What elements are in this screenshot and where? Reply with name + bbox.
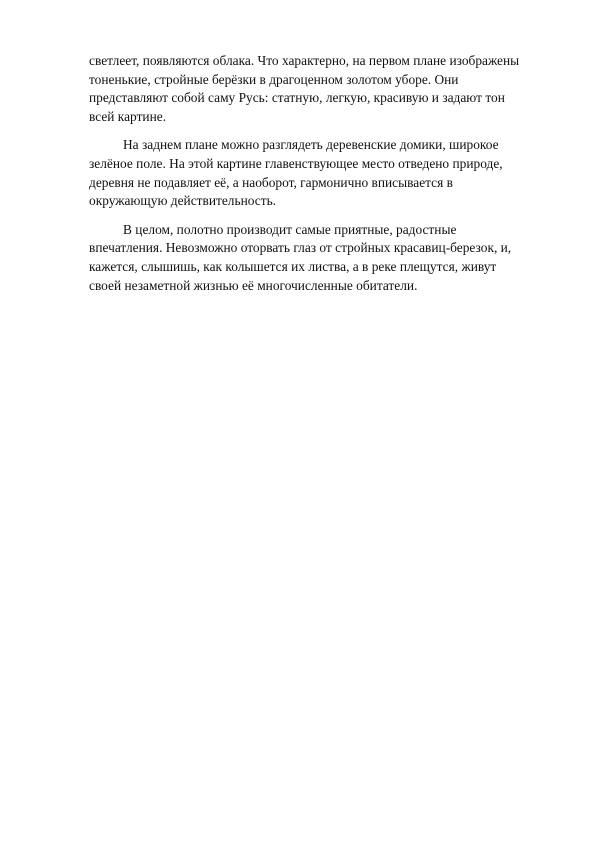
text-line: зелёное поле. На этой картине главенствующее место отведено природе, [89,155,503,171]
text-line: своей незаметной жизнью её многочисленные обитатели. [89,277,418,293]
text-line: представляют собой саму Русь: статную, легкую, красивую и задают тон [89,90,505,106]
text-line: деревня не подавляет её, а наоборот, гармонично вписывается в [89,174,453,190]
text-line: На заднем плане можно разглядеть деревенские домики, широкое [123,137,499,153]
text-line: В целом, полотно производит самые приятные, радостные [123,221,457,237]
body-text [89,52,539,295]
text-line: всей картине. [89,108,167,124]
text-line: светлеет, появляются облака. Что характерно, на первом плане изображены [89,53,520,68]
paragraph-1 [89,52,539,126]
text-line: кажется, слышишь, как колышется их листва, а в реке плещутся, живут [89,258,497,274]
paragraph-2 [89,136,539,210]
text-line: окружающую действительность. [89,193,277,209]
text-line: впечатления. Невозможно оторвать глаз от стройных красавиц-березок, и, [89,240,512,256]
text-line: тоненькие, стройные берёзки в драгоценном золотом уборе. Они [89,71,459,87]
paragraph-3 [89,221,539,295]
